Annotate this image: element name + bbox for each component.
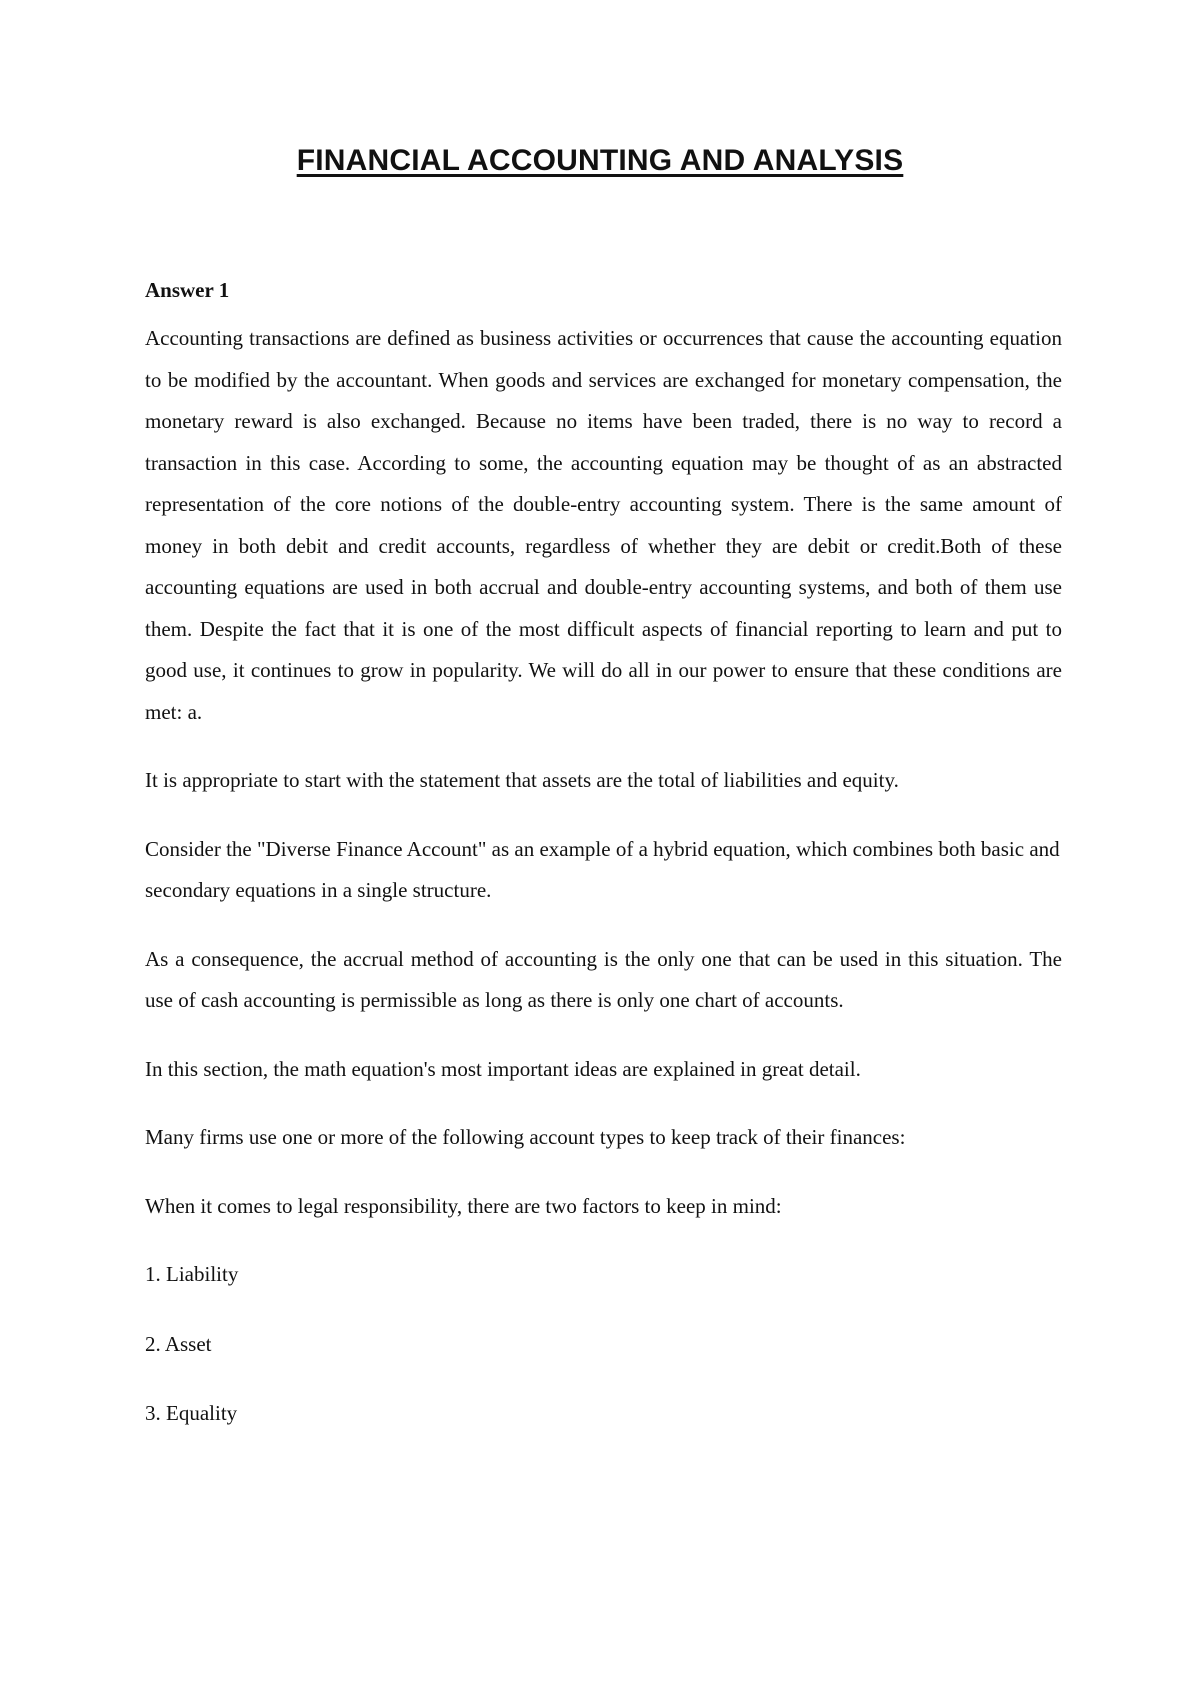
document-title: FINANCIAL ACCOUNTING AND ANALYSIS xyxy=(296,144,904,177)
list-item-asset: 2. Asset xyxy=(145,1331,212,1356)
paragraph-section-ideas: In this section, the math equation's most important ideas are explained in great detail. xyxy=(145,1056,861,1081)
paragraph-accrual-method: As a consequence, the accrual method of accounting is the only one that can be used in this situation. The use of cash accounting is permissible as long as there is only one chart of accounts. xyxy=(145,946,1062,1012)
list-item-equality: 3. Equality xyxy=(145,1401,238,1425)
paragraph-assets-statement: It is appropriate to start with the statement that assets are the total of liabilities and equity. xyxy=(145,768,899,792)
list-item-liability: 1. Liability xyxy=(145,1262,239,1286)
paragraph-account-types: Many firms use one or more of the following account types to keep track of their finances: xyxy=(145,1125,906,1149)
paragraph-hybrid-equation: Consider the "Diverse Finance Account" as an example of a hybrid equation, which combines both basic and secondary equations in a single structure. xyxy=(145,836,1060,902)
answer-heading: Answer 1 xyxy=(145,278,230,302)
paragraph-intro: Accounting transactions are defined as business activities or occurrences that cause the accounting equation to be modified by the accountant. When goods and services are exchanged for monetary compensation, the monetary reward is also exchanged. Because no items have been traded, there is no way to record a transaction in this case. According to some, the accounting equation may be thought of as an abstracted representation of the core notions of the double-entry accounting system. There is the same amount of money in both debit and credit accounts, regardless of whether they are debit or credit.Both of these accounting equations are used in both accrual and double-entry accounting systems, and both of them use them. Despite the fact that it is one of the most difficult aspects of financial reporting to learn and put to good use, it continues to grow in popularity. We will do all in our power to ensure that these conditions are met: a. xyxy=(145,326,1062,724)
document-body xyxy=(145,275,1062,1463)
paragraph-legal-responsibility: When it comes to legal responsibility, there are two factors to keep in mind: xyxy=(145,1193,782,1218)
